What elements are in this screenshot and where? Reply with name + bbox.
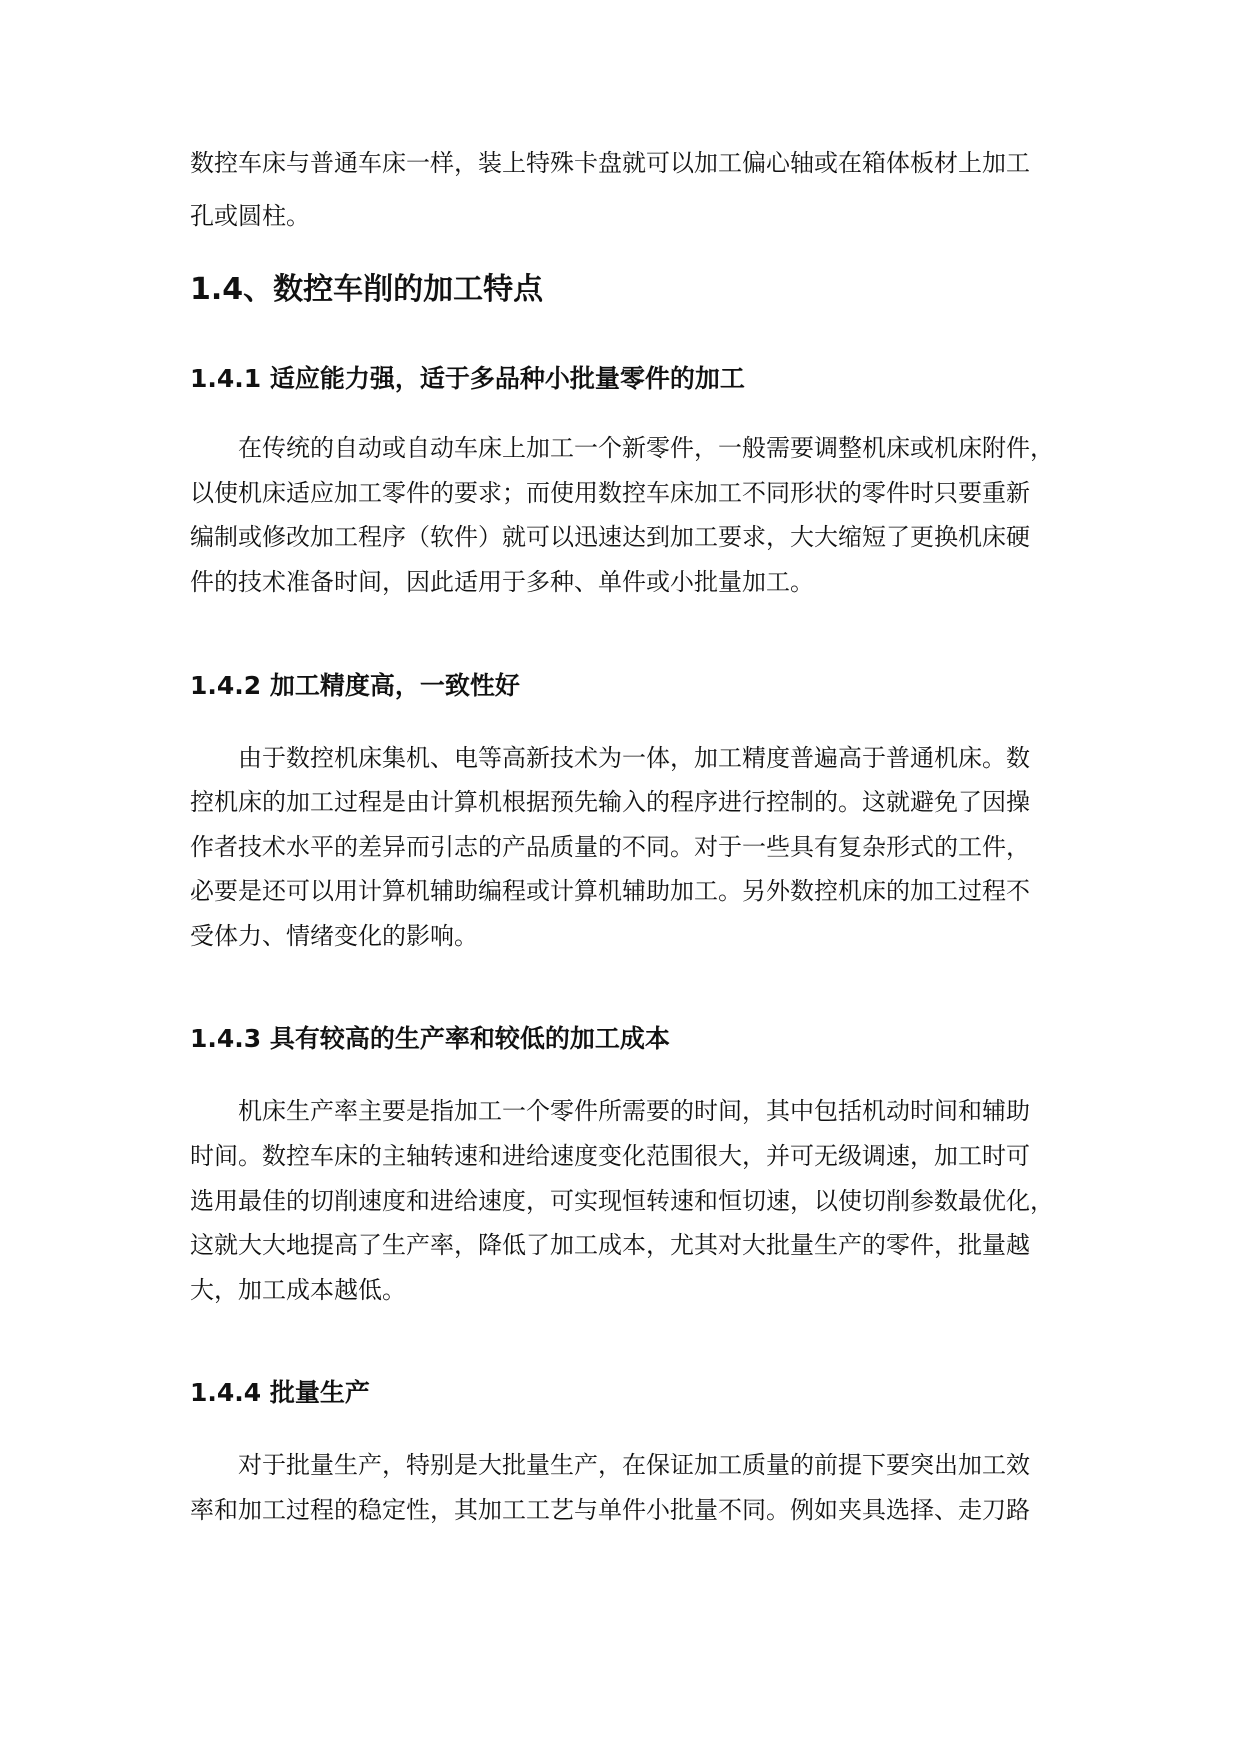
subsection-heading: 1.4.3 具有较高的生产率和较低的加工成本	[190, 1024, 670, 1053]
paragraph-line: 必要是还可以用计算机辅助编程或计算机辅助加工。另外数控机床的加工过程不	[190, 877, 1030, 905]
paragraph-line: 孔或圆柱。	[190, 202, 310, 230]
paragraph-line: 选用最佳的切削速度和进给速度，可实现恒转速和恒切速，以使切削参数最优化，	[190, 1187, 1054, 1215]
paragraph-line: 大，加工成本越低。	[190, 1276, 406, 1304]
paragraph-line: 数控车床与普通车床一样，装上特殊卡盘就可以加工偏心轴或在箱体板材上加工	[190, 149, 1030, 177]
paragraph-line: 在传统的自动或自动车床上加工一个新零件，一般需要调整机床或机床附件，	[238, 434, 1054, 462]
paragraph-line: 件的技术准备时间，因此适用于多种、单件或小批量加工。	[190, 568, 814, 596]
section-heading: 1.4、数控车削的加工特点	[190, 272, 544, 307]
paragraph-line: 作者技术水平的差异而引志的产品质量的不同。对于一些具有复杂形式的工件，	[190, 833, 1030, 861]
paragraph-line: 以使机床适应加工零件的要求；而使用数控车床加工不同形状的零件时只要重新	[190, 479, 1030, 507]
paragraph-line: 率和加工过程的稳定性，其加工工艺与单件小批量不同。例如夹具选择、走刀路	[190, 1496, 1030, 1524]
paragraph-line: 控机床的加工过程是由计算机根据预先输入的程序进行控制的。这就避免了因操	[190, 788, 1030, 816]
subsection-heading: 1.4.2 加工精度高，一致性好	[190, 671, 520, 700]
paragraph-line: 时间。数控车床的主轴转速和进给速度变化范围很大，并可无级调速，加工时可	[190, 1142, 1030, 1170]
subsection-heading: 1.4.4 批量生产	[190, 1378, 370, 1407]
paragraph-line: 受体力、情绪变化的影响。	[190, 922, 478, 950]
paragraph-line: 编制或修改加工程序（软件）就可以迅速达到加工要求，大大缩短了更换机床硬	[190, 523, 1030, 551]
paragraph-line: 这就大大地提高了生产率，降低了加工成本，尤其对大批量生产的零件，批量越	[190, 1231, 1030, 1259]
paragraph-line: 机床生产率主要是指加工一个零件所需要的时间，其中包括机动时间和辅助	[238, 1097, 1030, 1125]
paragraph-line: 由于数控机床集机、电等高新技术为一体，加工精度普遍高于普通机床。数	[238, 744, 1030, 772]
subsection-heading: 1.4.1 适应能力强，适于多品种小批量零件的加工	[190, 364, 745, 393]
paragraph-line: 对于批量生产，特别是大批量生产，在保证加工质量的前提下要突出加工效	[238, 1451, 1030, 1479]
